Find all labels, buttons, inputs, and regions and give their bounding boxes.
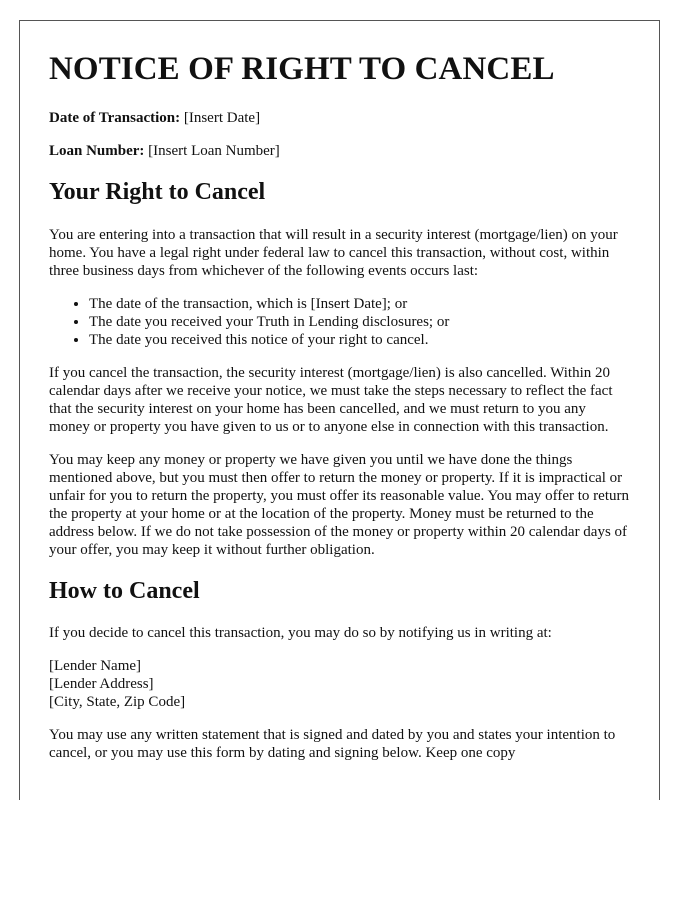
how-to-cancel-heading: How to Cancel	[49, 577, 200, 604]
date-of-transaction-field	[49, 109, 630, 127]
lender-name: [Lender Name]	[49, 658, 142, 675]
lender-address: [Lender Address]	[49, 676, 154, 693]
right-to-cancel-intro: You are entering into a transaction that will result in a security interest (mortgage/lien) on your home. You have a legal right under federal law to cancel this transaction, without cost, within three business days from whichever of the following events occurs last:	[49, 226, 618, 279]
right-to-cancel-heading: Your Right to Cancel	[49, 178, 266, 205]
loan-number-label: Loan Number:	[49, 142, 145, 159]
notice-document	[19, 20, 660, 800]
list-item: • The date of the transaction, which is [Insert Date]; or	[89, 295, 630, 313]
document-content	[20, 21, 659, 762]
lender-address-block	[49, 657, 630, 711]
document-title: NOTICE OF RIGHT TO CANCEL	[49, 51, 555, 87]
loan-number-value: [Insert Loan Number]	[148, 142, 280, 159]
return-property-paragraph: You may keep any money or property we have given you until we have done the things mentioned above, but you must then offer to return the money or property. If it is impractical or unfair for you to return the property, you must offer its reasonable value. You may offer to return the property at your home or at the location of the property. Money must be returned to the address below. If we do not take possession of the money or property within 20 calendar days of your offer, you may keep it without further obligation.	[49, 451, 629, 558]
how-to-cancel-intro: If you decide to cancel this transaction, you may do so by notifying us in writing at:	[49, 625, 552, 642]
list-item: • The date you received this notice of your right to cancel.	[89, 331, 630, 349]
list-item: • The date you received your Truth in Lending disclosures; or	[89, 313, 630, 331]
written-statement-paragraph: You may use any written statement that is signed and dated by you and states your intention to cancel, or you may use this form by dating and signing below. Keep one copy	[49, 727, 616, 762]
date-of-transaction-value: [Insert Date]	[183, 109, 261, 126]
cancel-events-list	[49, 295, 630, 349]
date-of-transaction-label: Date of Transaction:	[49, 109, 181, 126]
lender-city-state-zip: [City, State, Zip Code]	[49, 694, 186, 711]
loan-number-field	[49, 142, 630, 160]
cancellation-effect-paragraph: If you cancel the transaction, the security interest (mortgage/lien) is also cancelled. Within 20 calendar days after we receive your notice, we must take the steps necessary to reflect the fact that the security interest on your home has been cancelled, and we must return to you any money or property you have given to us or to anyone else in connection with this transaction.	[49, 364, 613, 435]
